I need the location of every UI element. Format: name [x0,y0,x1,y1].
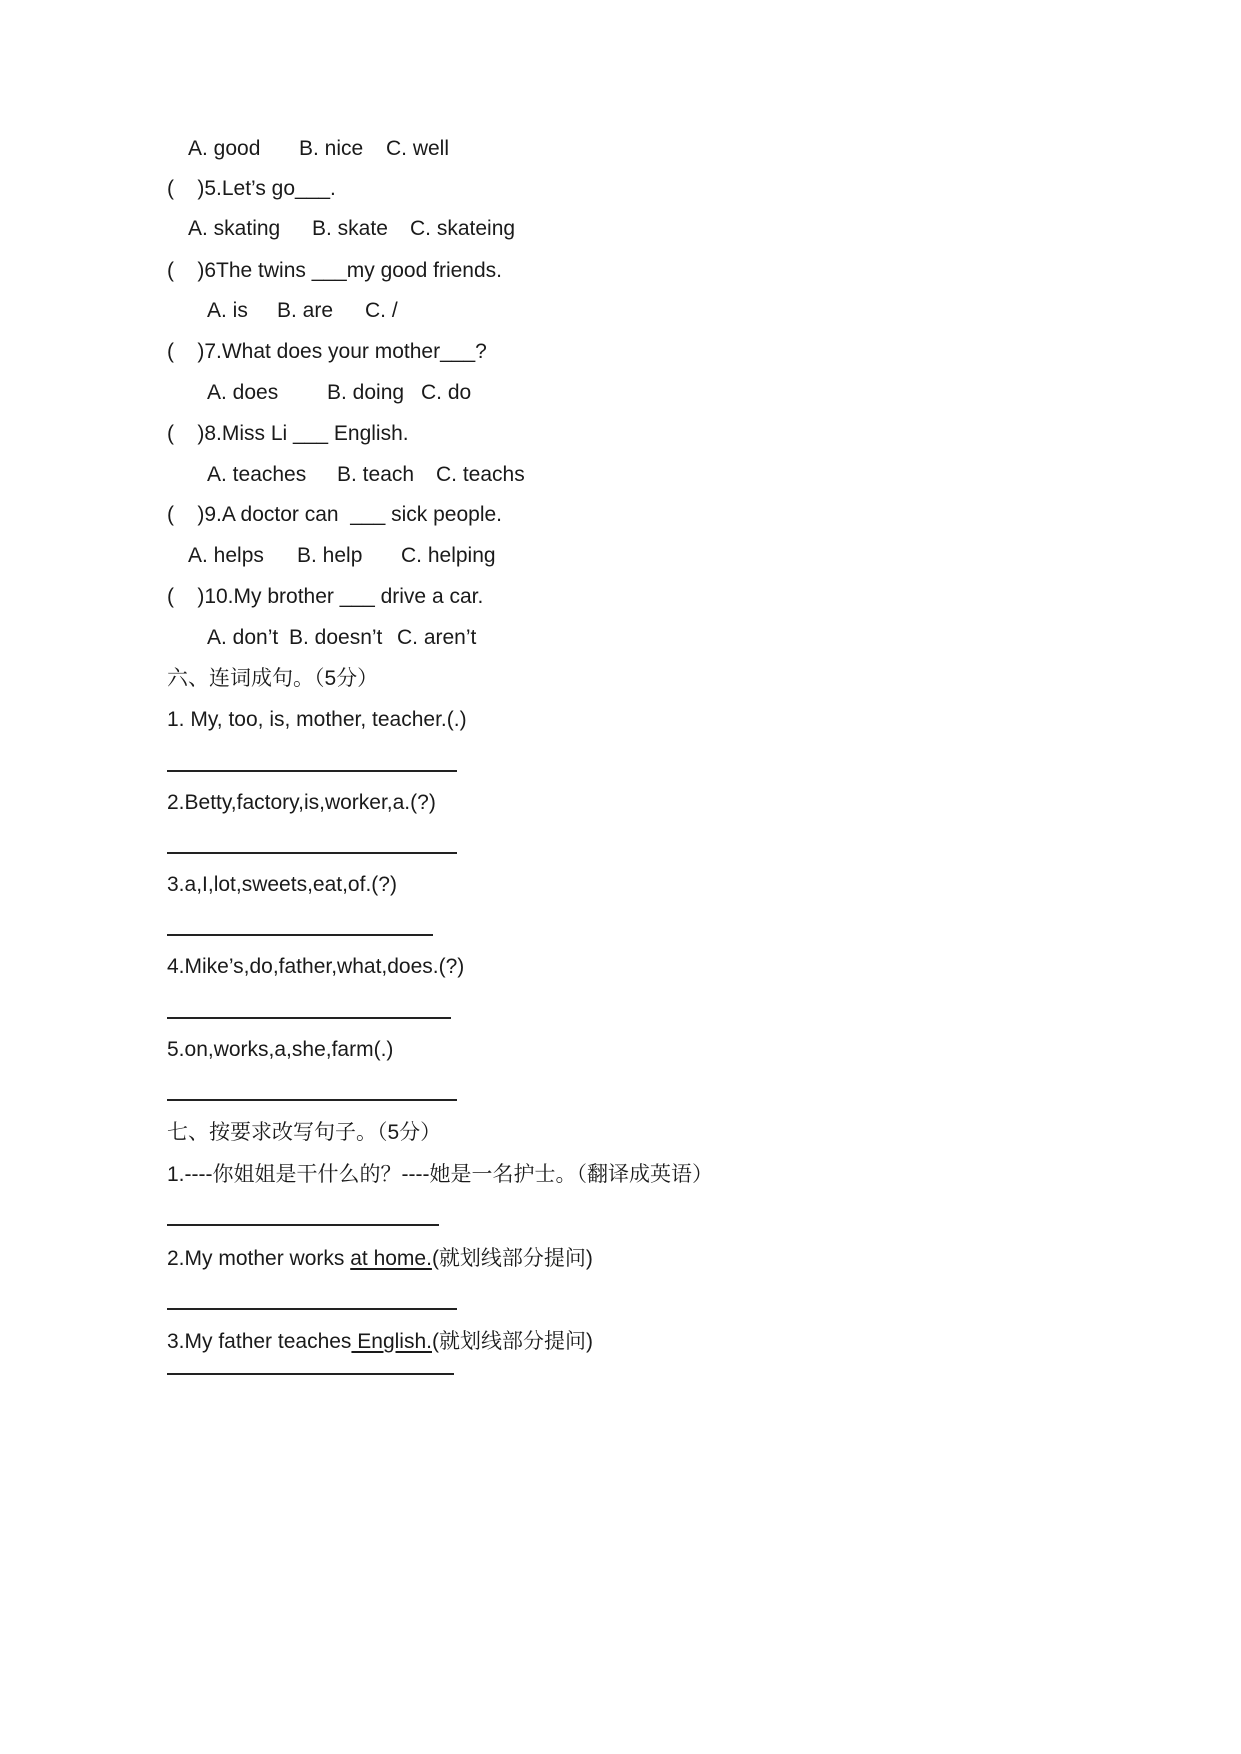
q6-option-c: C. / [365,299,398,322]
s7-item-3-instruction: (就划线部分提问) [431,1330,593,1353]
s7-item-2 [167,1246,593,1272]
s6-item-3: 3.a,I,lot,sweets,eat,of.(?) [167,873,397,896]
q10-option-b: B. doesn’t [289,626,383,649]
q4-option-b: B. nice [299,137,364,160]
s6-item-2: 2.Betty,factory,is,worker,a.(?) [167,791,436,814]
question-8: ( )8.Miss Li ___ English. [167,422,409,445]
s7-item-3 [167,1329,593,1355]
question-5: ( )5.Let’s go___. [167,177,336,200]
question-6: ( )6The twins ___my good friends. [167,259,502,282]
question-7: ( )7.What does your mother___? [167,340,487,363]
section-7-heading: 七、按要求改写句子。（5分） [167,1121,442,1144]
s6-item-5: 5.on,works,a,she,farm(.) [167,1038,394,1061]
q8-option-c: C. teachs [436,463,525,486]
q8-option-b: B. teach [337,463,415,486]
section-6-heading: 六、连词成句。（5分） [167,667,379,690]
s7-answer-line-3[interactable] [167,1373,454,1375]
question-9: ( )9.A doctor can ___ sick people. [167,503,503,526]
q7-option-c: C. do [421,381,472,404]
q4-option-a: A. good [188,137,261,160]
s7-item-2-instruction: (就划线部分提问) [431,1247,593,1270]
s7-item-2-underlined: at home. [350,1247,432,1270]
q5-option-c: C. skateing [410,217,516,240]
s7-answer-line-1[interactable] [167,1224,439,1226]
s7-item-2-text: 2.My mother works [167,1247,351,1270]
q5-option-a: A. skating [188,217,281,240]
q7-option-b: B. doing [327,381,405,404]
q4-option-c: C. well [386,137,450,160]
q9-option-b: B. help [297,544,363,567]
q6-option-b: B. are [277,299,334,322]
s7-item-3-text: 3.My father teaches [167,1330,352,1353]
s6-item-1: 1. My, too, is, mother, teacher.(.) [167,708,467,731]
s6-answer-line-1[interactable] [167,770,457,772]
s7-item-3-underlined: English. [351,1330,432,1353]
q9-option-a: A. helps [188,544,264,567]
q5-option-b: B. skate [312,217,388,240]
s7-item-1: 1.----你姐姐是干什么的？----她是一名护士。（翻译成英语） [167,1163,713,1186]
s7-answer-line-2[interactable] [167,1308,457,1310]
q8-option-a: A. teaches [207,463,307,486]
s6-answer-line-2[interactable] [167,852,457,854]
q9-option-c: C. helping [401,544,496,567]
s6-answer-line-5[interactable] [167,1099,457,1101]
s6-item-4: 4.Mike’s,do,father,what,does.(?) [167,955,465,978]
s6-answer-line-4[interactable] [167,1017,451,1019]
q6-option-a: A. is [207,299,248,322]
question-10: ( )10.My brother ___ drive a car. [167,585,484,608]
q10-option-a: A. don’t [207,626,279,649]
s6-answer-line-3[interactable] [167,934,433,936]
q7-option-a: A. does [207,381,279,404]
q10-option-c: C. aren’t [397,626,477,649]
